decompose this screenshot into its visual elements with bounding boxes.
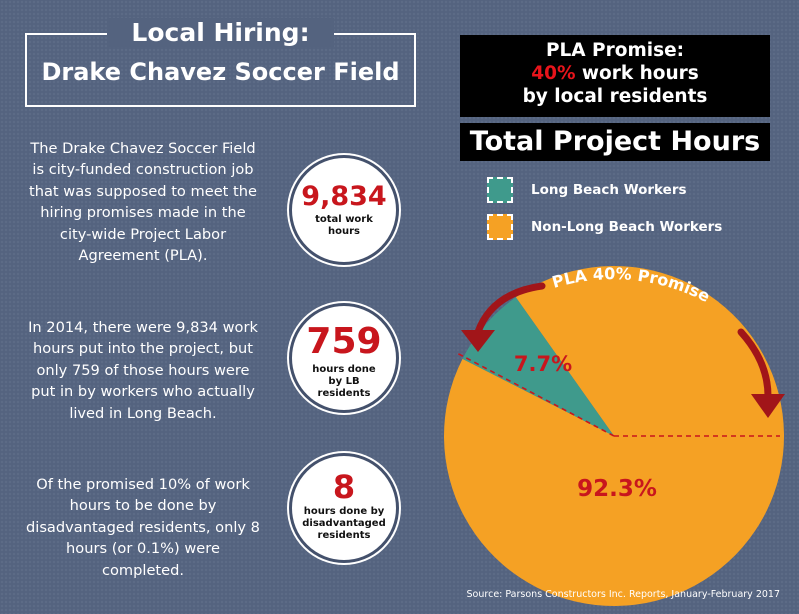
title-line-2: Drake Chavez Soccer Field xyxy=(41,58,400,86)
slice-label-long-beach: 7.7% xyxy=(513,352,573,376)
legend-label-non-long-beach: Non-Long Beach Workers xyxy=(531,219,723,235)
stat-lb-hours-label: hours done by LB residents xyxy=(312,364,376,399)
title-line-1: Local Hiring: xyxy=(0,18,441,48)
stat-lb-hours-value: 759 xyxy=(306,321,382,362)
slice-label-non-long-beach: 92.3% xyxy=(577,476,657,502)
stat-total-hours-value: 9,834 xyxy=(301,181,387,212)
chart-title: Total Project Hours xyxy=(460,123,770,161)
source-note: Source: Parsons Constructors Inc. Reports, January-February 2017 xyxy=(466,589,780,600)
pla-promise-highlight: 40% xyxy=(531,63,576,84)
disadvantaged-paragraph: Of the promised 10% of work hours to be done by disadvantaged residents, only 8 hours (or 0.1%) were completed. xyxy=(26,476,260,579)
hours-paragraph: In 2014, there were 9,834 work hours put into the project, but only 759 of those hours were put in by workers who actually lived in Long Beach. xyxy=(28,319,258,422)
stat-total-hours-label: total work hours xyxy=(315,214,373,237)
pla-promise-line3: by local residents xyxy=(522,86,708,107)
pie-slices xyxy=(385,207,799,614)
intro-paragraph: The Drake Chavez Soccer Field is city-funded construction job that was supposed to meet the hiring promises made in the city-wide Project Labor Agreement (PLA). xyxy=(29,140,257,265)
promise-annotation-text: PLA 40% Promise xyxy=(549,264,714,306)
legend-label-long-beach: Long Beach Workers xyxy=(531,182,687,198)
stat-disadvantaged-hours-label: hours done by disadvantaged residents xyxy=(302,506,386,541)
pla-promise-line2-rest: work hours xyxy=(575,63,699,84)
stat-disadvantaged-hours-value: 8 xyxy=(332,468,356,506)
pla-promise-line1: PLA Promise: xyxy=(545,40,685,61)
